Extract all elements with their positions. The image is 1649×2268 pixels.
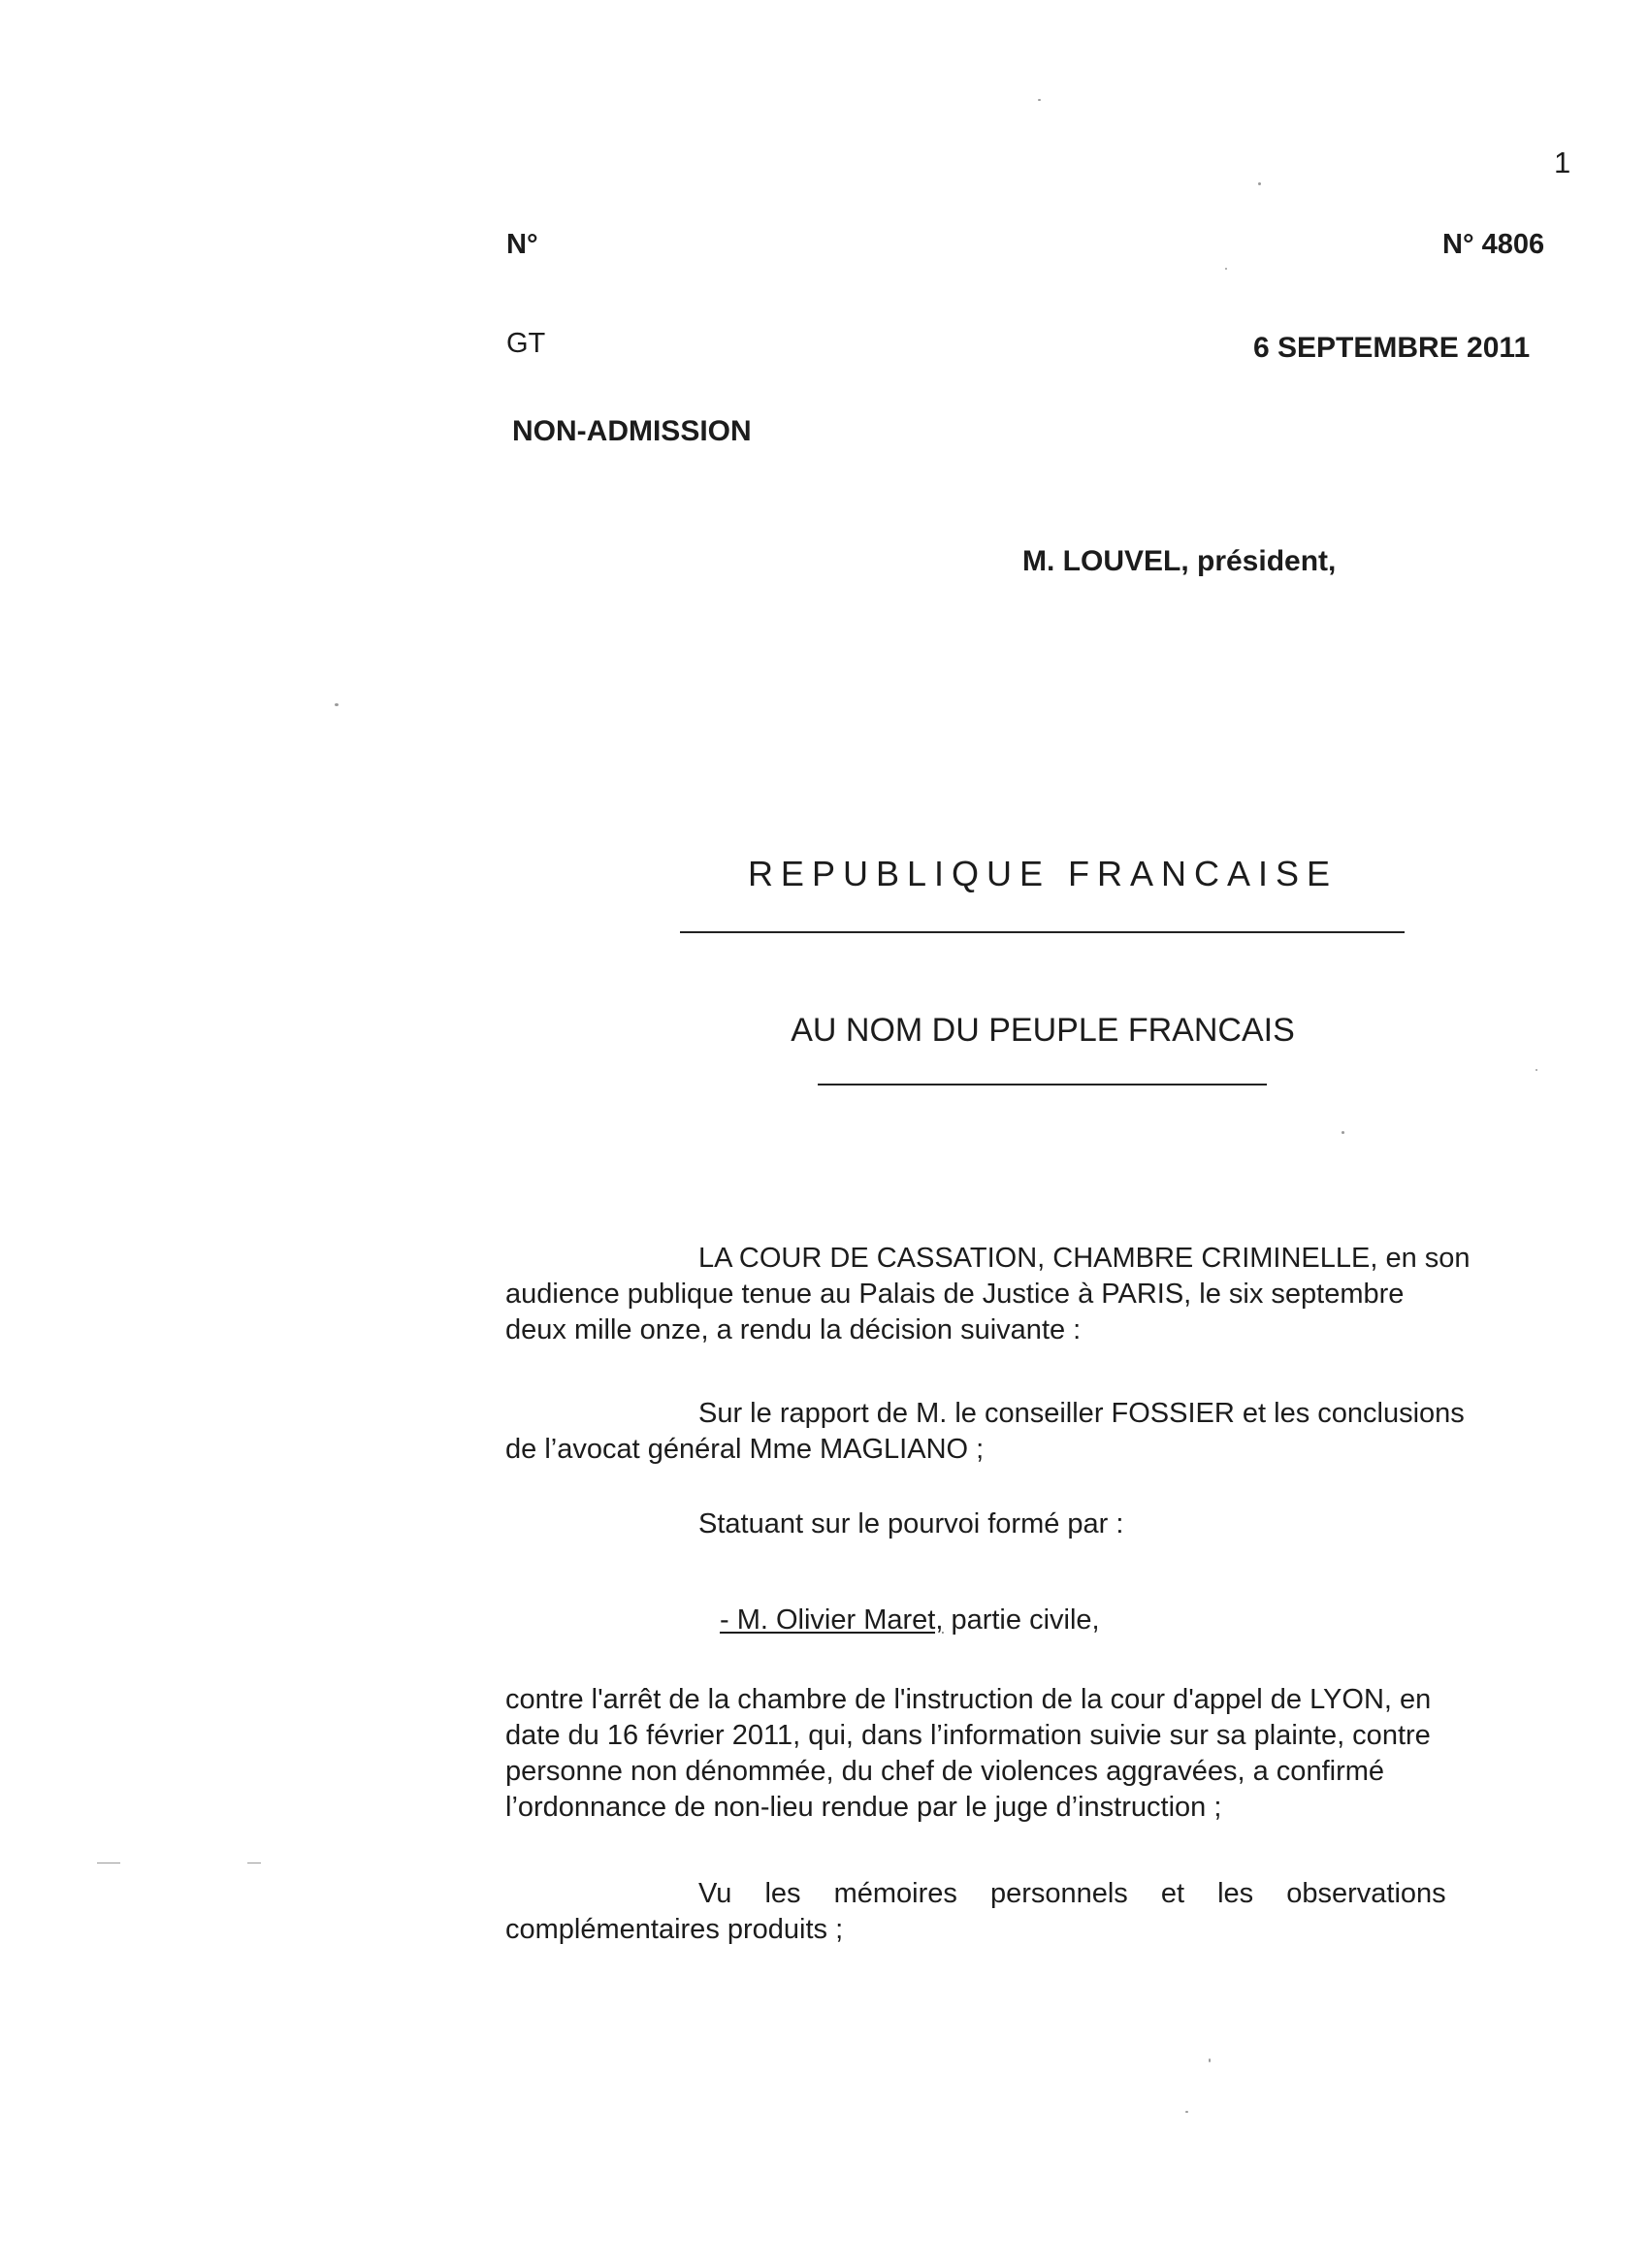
text-line: de l’avocat général Mme MAGLIANO ; [505, 1434, 985, 1465]
text-line: deux mille onze, a rendu la décision suivante : [505, 1314, 1082, 1345]
decision-date: 6 SEPTEMBRE 2011 [1253, 332, 1531, 364]
scan-speck [1185, 2111, 1188, 2113]
president-line: M. LOUVEL, président, [1022, 545, 1337, 577]
text-line: complémentaires produits ; [505, 1914, 844, 1945]
text-line: LA COUR DE CASSATION, CHAMBRE CRIMINELLE, en son [698, 1243, 1471, 1274]
scan-speck [1258, 182, 1261, 185]
text-line: Sur le rapport de M. le conseiller FOSSIER et les conclusions [698, 1398, 1465, 1429]
text-line: Statuant sur le pourvoi formé par : [698, 1508, 1124, 1539]
subheading-rule [818, 1084, 1267, 1085]
intro-paragraph [505, 1241, 1572, 1348]
formation-code: GT [506, 328, 546, 359]
rapport-paragraph [505, 1396, 1572, 1468]
text-line: personne non dénommée, du chef de violences aggravées, a confirmé [505, 1756, 1385, 1787]
party-paragraph [720, 1603, 1399, 1638]
scan-speck [1536, 1069, 1537, 1071]
case-number-label: N° [506, 229, 538, 260]
republique-heading: REPUBLIQUE FRANCAISE [747, 854, 1339, 893]
page-number: 1 [1554, 146, 1571, 179]
scan-speck [335, 703, 339, 706]
memoires-paragraph [505, 1876, 1572, 1948]
text-line: contre l'arrêt de la chambre de l'instruction de la cour d'appel de LYON, en [505, 1684, 1432, 1715]
party-name: - M. Olivier Maret, [720, 1604, 944, 1636]
contre-paragraph [505, 1682, 1572, 1826]
text-line: l’ordonnance de non-lieu rendue par le juge d’instruction ; [505, 1792, 1222, 1823]
case-number: N° 4806 [1442, 229, 1545, 260]
decision-type: NON-ADMISSION [512, 415, 752, 447]
text-line: audience publique tenue au Palais de Justice à PARIS, le six septembre [505, 1279, 1405, 1310]
scan-speck [1225, 268, 1227, 270]
text-line: date du 16 février 2011, qui, dans l’information suivie sur sa plainte, contre [505, 1720, 1431, 1751]
scan-speck [1342, 1131, 1344, 1134]
text-line: Vu les mémoires personnels et les observations [698, 1878, 1446, 1909]
statuant-paragraph [698, 1507, 1377, 1542]
scan-speck [1209, 2058, 1211, 2062]
peuple-heading: AU NOM DU PEUPLE FRANCAIS [791, 1012, 1295, 1049]
party-role: partie civile, [943, 1604, 1100, 1636]
scan-speck [1038, 99, 1041, 101]
heading-rule [680, 931, 1405, 933]
